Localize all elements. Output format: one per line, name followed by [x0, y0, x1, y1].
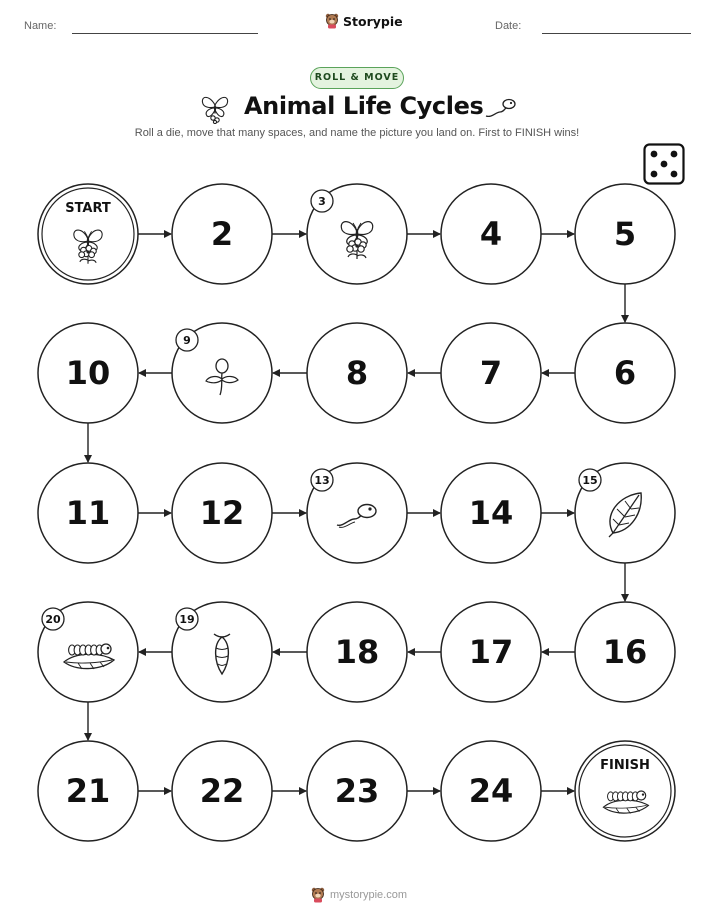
finish-label: FINISH: [600, 758, 650, 773]
board-space: [575, 463, 675, 563]
space-number: 5: [613, 215, 637, 253]
board-space: [575, 602, 675, 702]
space-number: 9: [183, 334, 191, 347]
board-space: [441, 741, 541, 841]
board-space: [38, 463, 138, 563]
bear-mascot-icon: [310, 887, 326, 903]
roll-and-move-badge: ROLL & MOVE: [310, 67, 404, 89]
space-number: 15: [582, 474, 598, 487]
space-number: 6: [613, 354, 637, 392]
board-space: [307, 323, 407, 423]
space-number: 24: [468, 772, 514, 810]
space-circle: [38, 184, 138, 284]
board-space: [441, 323, 541, 423]
finish-space: [575, 741, 675, 841]
board-space: [575, 184, 675, 284]
brand-name: Storypie: [343, 13, 403, 29]
space-number: 17: [468, 633, 514, 671]
space-number: 18: [334, 633, 380, 671]
space-number: 3: [318, 195, 326, 208]
board-space: [441, 602, 541, 702]
board-space: [441, 184, 541, 284]
board-space: [172, 741, 272, 841]
space-number: 10: [65, 354, 111, 392]
board-space: [307, 602, 407, 702]
board-space: [441, 463, 541, 563]
footer: [310, 887, 407, 903]
space-number: 2: [210, 215, 234, 253]
board-space: [307, 463, 407, 563]
space-number: 14: [468, 494, 514, 532]
board-space: [38, 602, 138, 702]
name-label: Name:: [24, 20, 57, 32]
space-number: 22: [199, 772, 245, 810]
space-number: 21: [65, 772, 111, 810]
space-number: 23: [334, 772, 380, 810]
board-space: [307, 741, 407, 841]
board-space: [172, 184, 272, 284]
date-label: Date:: [495, 20, 522, 32]
start-space: [38, 184, 138, 284]
instructions: Roll a die, move that many spaces, and name the picture you land on. First to FINISH wins!: [134, 127, 580, 139]
space-circle: [575, 741, 675, 841]
space-number: 19: [179, 613, 195, 626]
space-number: 11: [65, 494, 111, 532]
board-space: [38, 741, 138, 841]
board-space: [575, 323, 675, 423]
space-number: 7: [479, 354, 503, 392]
space-number: 20: [45, 613, 61, 626]
board-space: [172, 323, 272, 423]
space-number: 16: [602, 633, 648, 671]
board-space: [172, 602, 272, 702]
space-number: 12: [199, 494, 245, 532]
board-space: [307, 184, 407, 284]
page-title: Animal Life Cycles: [244, 92, 484, 120]
start-label: START: [65, 201, 111, 216]
space-number: 4: [479, 215, 503, 253]
board-space: [172, 463, 272, 563]
board-space: [38, 323, 138, 423]
space-number: 8: [345, 354, 369, 392]
footer-url: mystorypie.com: [330, 889, 408, 901]
space-number: 13: [314, 474, 330, 487]
